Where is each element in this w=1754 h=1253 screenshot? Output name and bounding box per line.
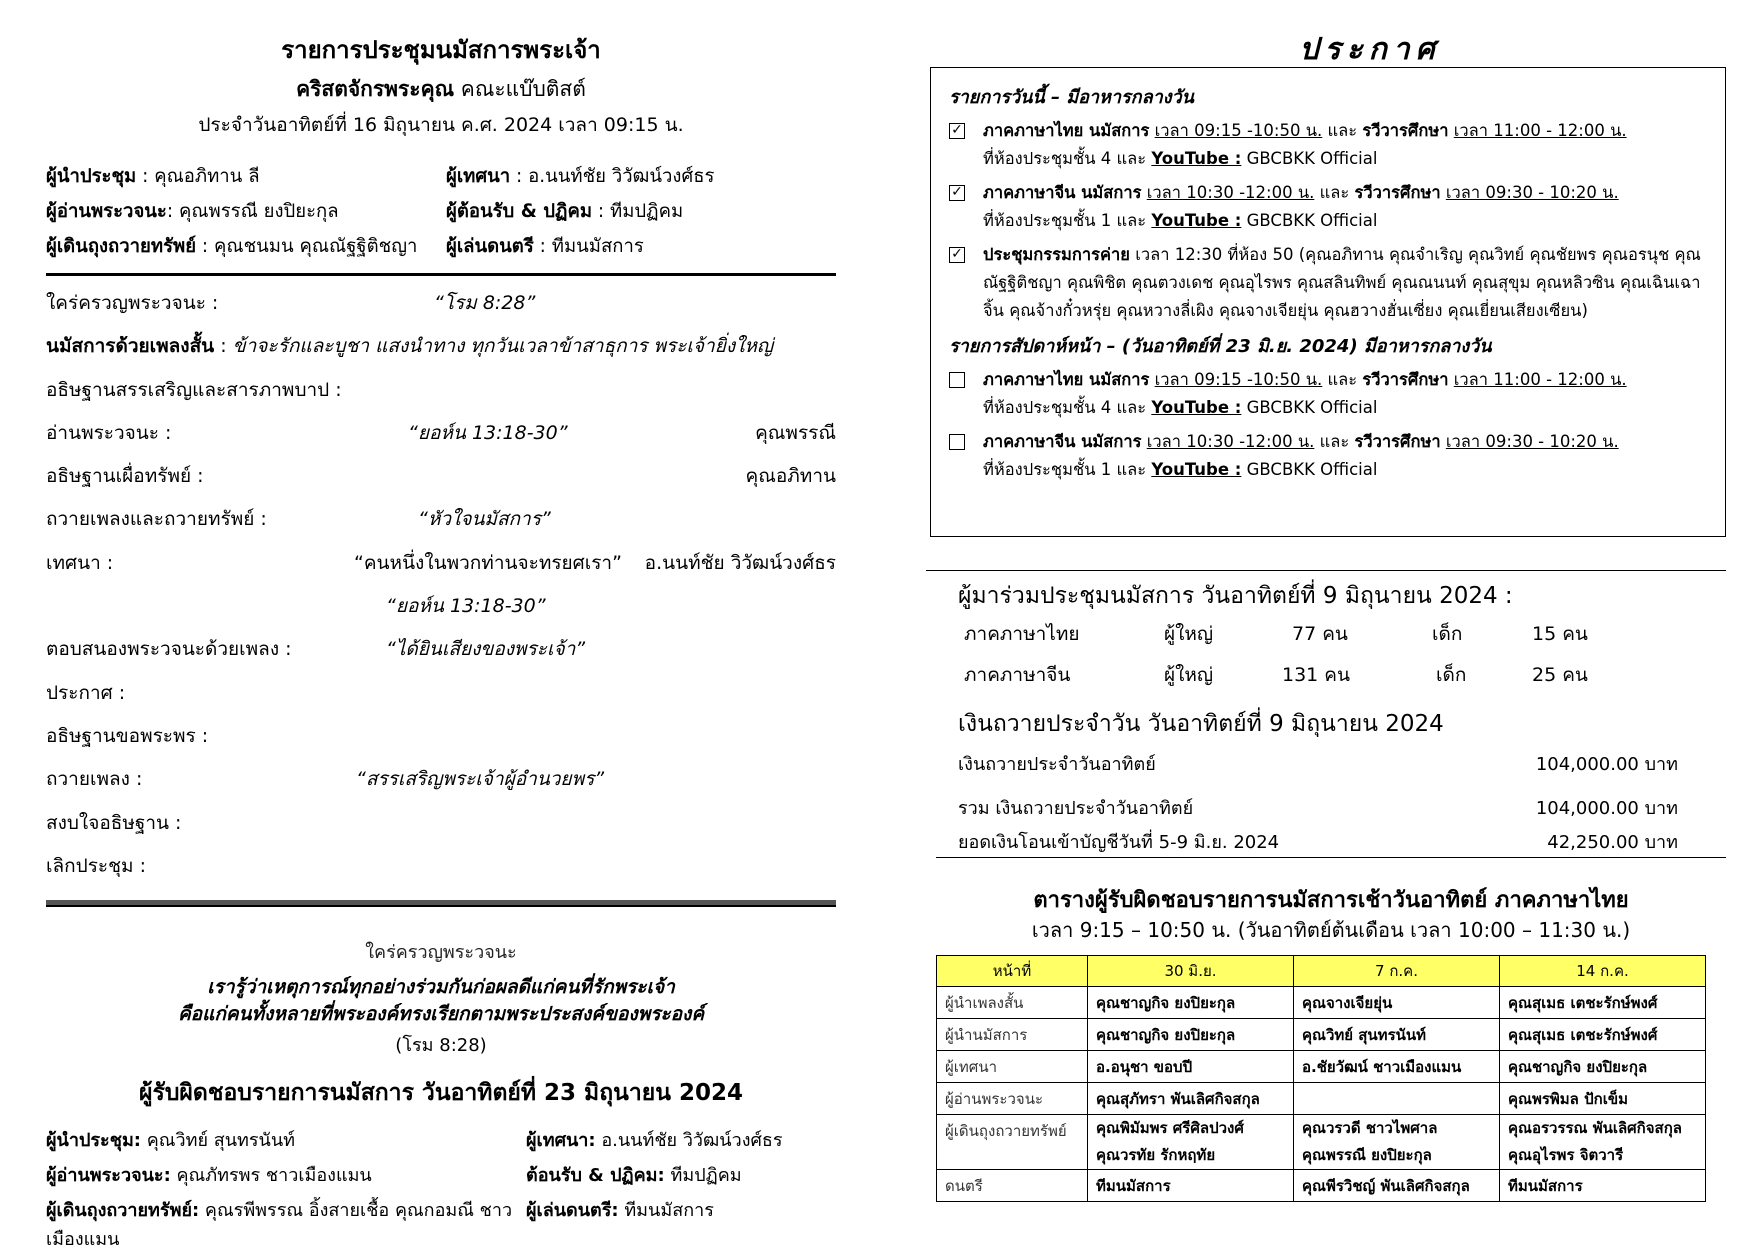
order-colon: : xyxy=(214,335,233,358)
table-cell: ผู้นำนมัสการ xyxy=(937,1019,1088,1051)
order-item xyxy=(46,498,836,541)
service-name: ภาคภาษาจีน นมัสการ xyxy=(983,183,1142,202)
adult-label: ผู้ใหญ่ xyxy=(1164,664,1214,686)
service-name: ภาคภาษาไทย นมัสการ xyxy=(983,370,1150,389)
table-header-row xyxy=(937,956,1706,987)
attendance-section-name: ภาคภาษาจีน xyxy=(964,664,1071,686)
announcements-title: ประกาศ xyxy=(1299,32,1441,67)
divider xyxy=(936,857,1726,858)
table-cell xyxy=(1088,1115,1294,1170)
announcement-item xyxy=(949,179,1707,235)
role-value: คุณวิทย์ สุนทรนันท์ xyxy=(141,1130,296,1152)
table-row xyxy=(937,1019,1706,1051)
offering-amount: 104,000.00 บาท xyxy=(1535,754,1678,775)
conjunction: และ xyxy=(1322,370,1363,389)
order-item xyxy=(46,628,836,671)
service-roles xyxy=(46,162,836,261)
table-cell: อ.ชัยวัฒน์ ชาวเมืองแมน xyxy=(1294,1051,1500,1083)
order-person: คุณอภิทาน xyxy=(745,465,836,488)
role-offering xyxy=(46,232,446,261)
church-name xyxy=(46,73,836,106)
committee-label: ประชุมกรรมการค่าย xyxy=(983,245,1130,264)
table-row xyxy=(937,1170,1706,1202)
role-label: ผู้เทศนา xyxy=(446,166,511,187)
table-cell: คุณพรพิมล ปักเข็ม xyxy=(1500,1083,1706,1115)
divider xyxy=(926,570,1726,571)
role-value: : คุณพรรณี ยงปิยะกุล xyxy=(166,201,339,222)
schedule-table xyxy=(936,955,1706,1202)
announcement-item xyxy=(949,366,1707,422)
role-usher xyxy=(446,197,836,226)
order-title: “สรรเสริญพระเจ้าผู้อำนวยพร” xyxy=(356,768,605,791)
verse-text xyxy=(46,974,836,1028)
next-week-title: ผู้รับผิดชอบรายการนมัสการ วันอาทิตย์ที่ 23 มิถุนายน 2024 xyxy=(139,1080,743,1107)
table-cell: ผู้เทศนา xyxy=(937,1051,1088,1083)
order-label: อ่านพระวจนะ : xyxy=(46,421,172,444)
order-label: เทศนา : xyxy=(46,551,114,574)
role-musician xyxy=(446,232,836,261)
offering-row xyxy=(958,748,1678,782)
role-value: คุณรพีพรรณ อิ้งสายเชื้อ คุณกอมณี ชาวเมืองแมน xyxy=(46,1200,513,1251)
order-item xyxy=(46,802,836,845)
checkbox-empty-icon xyxy=(949,434,965,450)
table-cell: คุณสุเมธ เตชะรักษ์พงศ์ xyxy=(1500,987,1706,1019)
order-label: อธิษฐานขอพระพร : xyxy=(46,724,209,747)
column-header: หน้าที่ xyxy=(937,956,1088,987)
table-cell: คุณวิทย์ สุนทรนันท์ xyxy=(1294,1019,1500,1051)
announcement-text xyxy=(983,241,1707,325)
order-label-bold: นมัสการด้วยเพลงสั้น xyxy=(46,335,215,358)
table-cell: ดนตรี xyxy=(937,1170,1088,1202)
order-item xyxy=(46,369,836,412)
role-value: คุณภัทรพร ชาวเมืองแมน xyxy=(170,1165,372,1187)
table-cell xyxy=(1294,1083,1500,1115)
table-row xyxy=(937,1115,1706,1170)
announcement-text xyxy=(983,179,1619,235)
service-date: ประจำวันอาทิตย์ที่ 16 มิถุนายน ค.ศ. 2024 เวลา 09:15 น. xyxy=(198,114,684,136)
checkbox-checked-icon: ✓ xyxy=(949,185,965,201)
youtube-channel: GBCBKK Official xyxy=(1241,398,1378,417)
service-title: รายการประชุมนมัสการพระเจ้า xyxy=(281,36,601,64)
order-label: อธิษฐานสรรเสริญและสารภาพบาป : xyxy=(46,378,342,401)
order-item xyxy=(46,455,836,498)
adult-label: ผู้ใหญ่ xyxy=(1164,623,1214,645)
announcement-item xyxy=(949,241,1707,325)
order-person: คุณพรรณี xyxy=(755,421,836,444)
study-name: รวีวารศึกษา xyxy=(1362,121,1449,140)
announcement-text xyxy=(983,428,1619,484)
offering-amount: 104,000.00 บาท xyxy=(1535,798,1678,819)
order-title: ข้าจะรักและบูชา แสงนำทาง ทุกวันเวลาข้าสาธุการ พระเจ้ายิ่งใหญ่ xyxy=(232,335,774,358)
role-value: : ทีมนมัสการ xyxy=(533,236,644,257)
role-label: ผู้อ่านพระวจนะ xyxy=(46,201,167,222)
table-row xyxy=(937,1083,1706,1115)
role-label: ต้อนรับ & ปฏิคม: xyxy=(526,1165,665,1187)
role-leader xyxy=(46,162,446,191)
role-value: : อ.นนท์ชัย วิวัฒน์วงศ์ธร xyxy=(510,166,715,187)
order-item xyxy=(46,672,836,715)
table-cell: ผู้นำเพลงสั้น xyxy=(937,987,1088,1019)
conjunction: และ xyxy=(1322,121,1363,140)
order-item xyxy=(46,282,836,325)
role-label: ผู้เล่นดนตรี: xyxy=(526,1200,619,1222)
child-label: เด็ก xyxy=(1436,664,1467,686)
role-value: : คุณชนมน คุณณัฐฐิติชญา xyxy=(196,236,418,257)
table-cell: คุณจางเจียยุ่น xyxy=(1294,987,1500,1019)
order-person: อ.นนท์ชัย วิวัฒน์วงศ์ธร xyxy=(644,551,836,574)
today-heading: รายการวันนี้ – มีอาหารกลางวัน xyxy=(949,87,1194,108)
table-cell: คุณชาญกิจ ยงปิยะกุล xyxy=(1088,1019,1294,1051)
order-label: ถวายเพลง : xyxy=(46,768,143,791)
verse-caption: ใคร่ครวญพระวจนะ xyxy=(365,942,517,964)
order-title: “ยอห์น 13:18-30” xyxy=(408,421,568,444)
order-label: ใคร่ครวญพระวจนะ : xyxy=(46,292,219,314)
checkbox-checked-icon: ✓ xyxy=(949,123,965,139)
table-cell: ผู้อ่านพระวจนะ xyxy=(937,1083,1088,1115)
cell-line: คุณอรวรรณ พันเลิศกิจสกุล xyxy=(1508,1119,1682,1137)
column-header: 14 ก.ค. xyxy=(1500,956,1706,987)
study-time: เวลา 11:00 - 12:00 น. xyxy=(1453,370,1627,389)
role-preacher xyxy=(446,162,836,191)
role-label: ผู้เดินถุงถวายทรัพย์ xyxy=(46,236,197,257)
table-cell: ผู้เดินถุงถวายทรัพย์ xyxy=(937,1115,1088,1170)
role-value: : คุณอภิทาน ลี xyxy=(136,166,260,187)
study-name: รวีวารศึกษา xyxy=(1362,370,1449,389)
location: ที่ห้องประชุมชั้น 1 และ xyxy=(983,460,1152,479)
announcement-text xyxy=(983,117,1627,173)
youtube-label: YouTube : xyxy=(1151,460,1242,479)
order-title: “คนหนึ่งในพวกท่านจะทรยศเรา” xyxy=(354,551,622,574)
order-label: สงบใจอธิษฐาน : xyxy=(46,811,182,834)
order-item xyxy=(46,758,836,801)
attendance-heading: ผู้มาร่วมประชุมนมัสการ วันอาทิตย์ที่ 9 มิถุนายน 2024 : xyxy=(958,583,1513,609)
order-title: “โรม 8:28” xyxy=(434,292,536,314)
attendance-section-name: ภาคภาษาไทย xyxy=(964,623,1080,645)
order-item xyxy=(46,325,836,368)
order-title: “หัวใจนมัสการ” xyxy=(418,508,551,531)
role-label: ผู้นำประชุม: xyxy=(46,1130,142,1152)
order-label xyxy=(46,325,773,368)
role-label: ผู้นำประชุม xyxy=(46,166,137,187)
table-cell: คุณชาญกิจ ยงปิยะกุล xyxy=(1088,987,1294,1019)
offering-label: รวม เงินถวายประจำวันอาทิตย์ xyxy=(958,798,1194,819)
verse-line: คือแก่คนทั้งหลายที่พระองค์ทรงเรียกตามพระประสงค์ของพระองค์ xyxy=(177,1003,705,1026)
column-header: 30 มิ.ย. xyxy=(1088,956,1294,987)
order-label: ประกาศ : xyxy=(46,681,126,704)
conjunction: และ xyxy=(1314,432,1355,451)
divider xyxy=(46,273,836,276)
youtube-channel: GBCBKK Official xyxy=(1241,149,1378,168)
service-time: เวลา 09:15 -10:50 น. xyxy=(1154,121,1323,140)
location: ที่ห้องประชุมชั้น 1 และ xyxy=(983,211,1152,230)
offering-row xyxy=(958,792,1678,826)
committee-text: เวลา 12:30 ที่ห้อง 50 (คุณอภิทาน คุณจำเริญ คุณวิทย์ คุณชัยพร คุณอรนุช คุณณัฐฐิติชญา คุณพิชิต คุณตวงเดช คุณอุไรพร คุณสลินทิพย์ คุณณนนท์ คุณสุขุม คุณหลิวซิน คุณเฉินเฉาจิ้น คุณจ้างกั๋วหรุ่ย คุณหวางลี่เผิง คุณจางเจียยุ่น คุณฮวางฮั่นเซี่ยง คุณเยี่ยนเสียงเซียน) xyxy=(983,245,1701,320)
next-role xyxy=(526,1125,836,1154)
verse-line: เรารู้ว่าเหตุการณ์ทุกอย่างร่วมกันก่อผลดีแก่คนที่รักพระเจ้า xyxy=(207,976,675,999)
role-label: ผู้เทศนา: xyxy=(526,1130,596,1152)
next-role xyxy=(526,1160,836,1189)
cell-line: คุณพิมัมพร ศรีศิลปวงศ์ xyxy=(1096,1119,1244,1137)
checkbox-empty-icon xyxy=(949,372,965,388)
role-label: ผู้อ่านพระวจนะ: xyxy=(46,1165,171,1187)
order-item xyxy=(46,845,836,888)
offering-label: ยอดเงินโอนเข้าบัญชีวันที่ 5-9 มิ.ย. 2024 xyxy=(958,832,1280,853)
next-role xyxy=(46,1125,526,1154)
announcements-box xyxy=(930,67,1726,537)
child-label: เด็ก xyxy=(1432,623,1463,645)
order-title: “ยอห์น 13:18-30” xyxy=(386,595,546,618)
service-name: ภาคภาษาจีน นมัสการ xyxy=(983,432,1142,451)
child-count: 25 คน xyxy=(1532,664,1588,686)
order-of-service xyxy=(46,30,836,1253)
order-title: “ได้ยินเสียงของพระเจ้า” xyxy=(386,638,586,661)
study-name: รวีวารศึกษา xyxy=(1354,432,1441,451)
youtube-label: YouTube : xyxy=(1151,211,1242,230)
cell-line: คุณพรรณี ยงปิยะกุล xyxy=(1302,1146,1432,1164)
next-week-heading: รายการสัปดาห์หน้า – (วันอาทิตย์ที่ 23 มิ.ย. 2024) มีอาหารกลางวัน xyxy=(949,336,1492,357)
location: ที่ห้องประชุมชั้น 4 และ xyxy=(983,149,1152,168)
order-label: เลิกประชุม : xyxy=(46,854,146,877)
order-list xyxy=(46,282,836,888)
announcement-item xyxy=(949,428,1707,484)
order-item xyxy=(46,412,836,455)
table-cell xyxy=(1500,1115,1706,1170)
next-role xyxy=(46,1195,526,1253)
church-name-bold: คริสตจักรพระคุณ xyxy=(296,77,455,101)
adult-count: 131 คน xyxy=(1282,664,1351,686)
attendance-row xyxy=(958,614,1678,655)
announcement-item xyxy=(949,117,1707,173)
cell-line: คุณวรทัย รักหฤทัย xyxy=(1096,1146,1216,1164)
youtube-label: YouTube : xyxy=(1151,149,1242,168)
service-time: เวลา 10:30 -12:00 น. xyxy=(1146,432,1315,451)
offering-heading: เงินถวายประจำวัน วันอาทิตย์ที่ 9 มิถุนายน 2024 xyxy=(958,711,1444,737)
role-label: ผู้เดินถุงถวายทรัพย์: xyxy=(46,1200,200,1222)
conjunction: และ xyxy=(1314,183,1355,202)
order-item xyxy=(46,542,836,585)
offering-amount: 42,250.00 บาท xyxy=(1547,832,1678,853)
role-reader xyxy=(46,197,446,226)
youtube-channel: GBCBKK Official xyxy=(1241,460,1378,479)
table-row xyxy=(937,987,1706,1019)
study-time: เวลา 09:30 - 10:20 น. xyxy=(1445,183,1619,202)
announcement-text xyxy=(983,366,1627,422)
study-time: เวลา 11:00 - 12:00 น. xyxy=(1453,121,1627,140)
checkbox-checked-icon: ✓ xyxy=(949,247,965,263)
next-role xyxy=(526,1195,836,1253)
service-time: เวลา 09:15 -10:50 น. xyxy=(1154,370,1323,389)
youtube-label: YouTube : xyxy=(1151,398,1242,417)
cell-line: คุณอุไรพร จิตวารี xyxy=(1508,1146,1624,1164)
role-label: ผู้ต้อนรับ & ปฏิคม xyxy=(446,201,593,222)
table-cell: คุณสุเมธ เตชะรักษ์พงศ์ xyxy=(1500,1019,1706,1051)
attendance-section xyxy=(958,578,1678,860)
role-value: อ.นนท์ชัย วิวัฒน์วงศ์ธร xyxy=(595,1130,783,1152)
cell-line: คุณวรวดี ชาวไพศาล xyxy=(1302,1119,1438,1137)
schedule-title: ตารางผู้รับผิดชอบรายการนมัสการเช้าวันอาทิตย์ ภาคภาษาไทย xyxy=(1033,888,1629,913)
offering-row xyxy=(958,826,1678,860)
next-role xyxy=(46,1160,526,1189)
child-count: 15 คน xyxy=(1532,623,1588,645)
schedule-subtitle: เวลา 9:15 – 10:50 น. (วันอาทิตย์ต้นเดือน เวลา 10:00 – 11:30 น.) xyxy=(1031,918,1631,942)
verse-reference: (โรม 8:28) xyxy=(395,1035,487,1057)
next-week-roles xyxy=(46,1125,836,1253)
divider xyxy=(46,900,836,907)
table-row xyxy=(937,1051,1706,1083)
study-time: เวลา 09:30 - 10:20 น. xyxy=(1445,432,1619,451)
table-cell: คุณพีรวิชญ์ พันเลิศกิจสกุล xyxy=(1294,1170,1500,1202)
youtube-channel: GBCBKK Official xyxy=(1241,211,1378,230)
church-denomination: คณะแบ๊บติสต์ xyxy=(454,77,586,101)
table-cell: คุณสุภัทรา พันเลิศกิจสกุล xyxy=(1088,1083,1294,1115)
order-item xyxy=(46,715,836,758)
table-cell: อ.อนุชา ขอบปี xyxy=(1088,1051,1294,1083)
role-value: ทีมนมัสการ xyxy=(618,1200,714,1222)
order-label: ถวายเพลงและถวายทรัพย์ : xyxy=(46,508,267,531)
role-label: ผู้เล่นดนตรี xyxy=(446,236,534,257)
order-label: อธิษฐานเผื่อทรัพย์ : xyxy=(46,465,204,488)
table-cell: คุณชาญกิจ ยงปิยะกุล xyxy=(1500,1051,1706,1083)
location: ที่ห้องประชุมชั้น 4 และ xyxy=(983,398,1152,417)
offering-label: เงินถวายประจำวันอาทิตย์ xyxy=(958,754,1156,775)
service-name: ภาคภาษาไทย นมัสการ xyxy=(983,121,1150,140)
column-header: 7 ก.ค. xyxy=(1294,956,1500,987)
role-value: : ทีมปฏิคม xyxy=(592,201,684,222)
order-item xyxy=(46,585,836,628)
order-label: ตอบสนองพระวจนะด้วยเพลง : xyxy=(46,638,292,661)
table-cell: ทีมนมัสการ xyxy=(1500,1170,1706,1202)
adult-count: 77 คน xyxy=(1292,623,1348,645)
study-name: รวีวารศึกษา xyxy=(1354,183,1441,202)
table-cell: ทีมนมัสการ xyxy=(1088,1170,1294,1202)
attendance-row xyxy=(958,655,1678,696)
role-value: ทีมปฏิคม xyxy=(664,1165,742,1187)
table-cell xyxy=(1294,1115,1500,1170)
service-time: เวลา 10:30 -12:00 น. xyxy=(1146,183,1315,202)
